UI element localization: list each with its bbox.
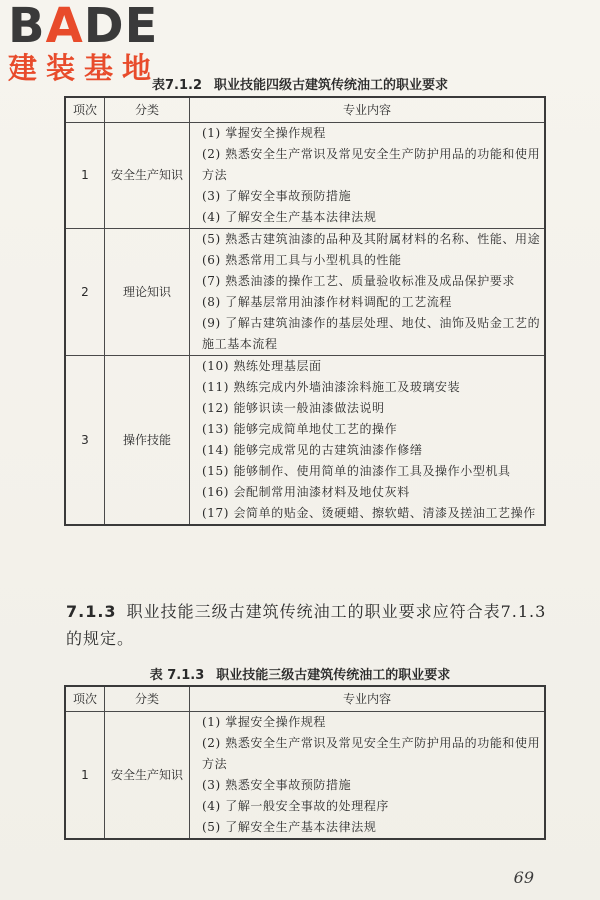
list-item: (5) 熟悉古建筑油漆的品种及其附属材料的名称、性能、用途 [202, 232, 541, 246]
table-caption-number: 表7.1.2 [151, 78, 202, 93]
row-content [190, 356, 546, 526]
list-item: (12) 能够识读一般油漆做法说明 [202, 401, 385, 415]
list-item: (11) 熟练完成内外墙油漆涂料施工及玻璃安装 [202, 380, 461, 394]
clause-paragraph [66, 598, 556, 652]
list-item: (2) 熟悉安全生产常识及常见安全生产防护用品的功能和使用方法 [202, 736, 541, 771]
header-content: 专业内容 [190, 97, 546, 123]
table-row [65, 712, 545, 840]
requirements-table-level3 [64, 685, 546, 840]
list-item: (7) 熟悉油漆的操作工艺、质量验收标准及成品保护要求 [202, 274, 516, 288]
list-item: (8) 了解基层常用油漆作材料调配的工艺流程 [202, 295, 453, 309]
table-caption [0, 664, 600, 683]
table-row [65, 356, 545, 526]
list-item: (15) 能够制作、使用简单的油漆作工具及操作小型机具 [202, 464, 511, 478]
row-no: 3 [65, 356, 105, 526]
logo-letter-b: B [8, 0, 46, 54]
table-row [65, 229, 545, 356]
list-item: (13) 能够完成简单地仗工艺的操作 [202, 422, 398, 436]
bade-logo [8, 2, 160, 84]
list-item: (17) 会简单的贴金、烫硬蜡、擦软蜡、清漆及搓油工艺操作 [202, 506, 536, 520]
header-no: 项次 [65, 686, 105, 712]
table-caption-title: 职业技能三级古建筑传统油工的职业要求 [216, 668, 451, 683]
list-item: (4) 了解安全生产基本法律法规 [202, 210, 377, 224]
row-content [190, 712, 546, 840]
list-item: (2) 熟悉安全生产常识及常见安全生产防护用品的功能和使用方法 [202, 147, 541, 182]
clause-number: 7.1.3 [66, 602, 117, 621]
logo-letter-a: A [45, 0, 84, 54]
header-category: 分类 [105, 686, 190, 712]
list-item: (1) 掌握安全操作规程 [202, 126, 327, 140]
list-item: (5) 了解安全生产基本法律法规 [202, 820, 377, 834]
header-content: 专业内容 [190, 686, 546, 712]
logo-subtitle: 建装基地 [8, 51, 161, 85]
clause-text: 职业技能三级古建筑传统油工的职业要求应符合表7.1.3的规定。 [66, 602, 547, 648]
list-item: (16) 会配制常用油漆材料及地仗灰料 [202, 485, 410, 499]
requirements-table-level4 [64, 96, 546, 526]
row-category: 理论知识 [105, 229, 190, 356]
logo-letters-de: DE [83, 0, 159, 54]
header-category: 分类 [105, 97, 190, 123]
table-row [65, 123, 545, 229]
row-content [190, 229, 546, 356]
row-category: 操作技能 [105, 356, 190, 526]
row-no: 2 [65, 229, 105, 356]
list-item: (1) 掌握安全操作规程 [202, 715, 327, 729]
table-caption-title: 职业技能四级古建筑传统油工的职业要求 [214, 78, 449, 93]
row-content [190, 123, 546, 229]
logo-wordmark [8, 0, 160, 54]
row-category: 安全生产知识 [105, 712, 190, 840]
row-no: 1 [65, 123, 105, 229]
page-number: 69 [513, 868, 534, 887]
list-item: (9) 了解古建筑油漆作的基层处理、地仗、油饰及贴金工艺的施工基本流程 [202, 316, 541, 351]
list-item: (14) 能够完成常见的古建筑油漆作修缮 [202, 443, 423, 457]
list-item: (4) 了解一般安全事故的处理程序 [202, 799, 390, 813]
table-header-row [65, 686, 545, 712]
header-no: 项次 [65, 97, 105, 123]
list-item: (3) 熟悉安全事故预防措施 [202, 778, 352, 792]
table-header-row [65, 97, 545, 123]
list-item: (3) 了解安全事故预防措施 [202, 189, 352, 203]
list-item: (6) 熟悉常用工具与小型机具的性能 [202, 253, 402, 267]
table-caption-number: 表 7.1.3 [149, 668, 205, 683]
row-category: 安全生产知识 [105, 123, 190, 229]
row-no: 1 [65, 712, 105, 840]
list-item: (10) 熟练处理基层面 [202, 359, 322, 373]
